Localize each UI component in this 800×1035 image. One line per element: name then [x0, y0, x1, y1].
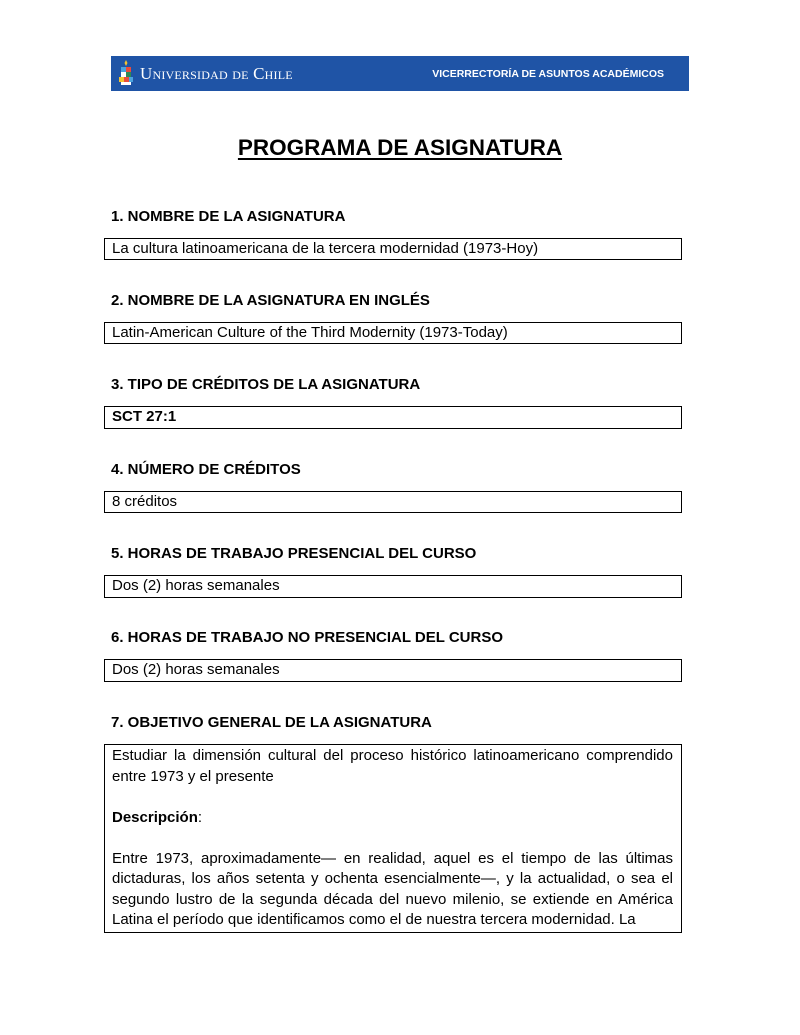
non-presential-hours-field: Dos (2) horas semanales	[104, 659, 682, 682]
objective-box	[104, 744, 682, 933]
credit-count-field: 8 créditos	[104, 491, 682, 513]
description-colon: :	[197, 808, 203, 826]
course-name-field: La cultura latinoamericana de la tercera modernidad (1973-Hoy)	[104, 238, 682, 260]
credit-type-field: SCT 27:1	[104, 406, 682, 429]
description-text: Entre 1973, aproximadamente— en realidad, aquel es el tiempo de las últimas dictaduras, los años setenta y ochenta esencialmente—, y la actualidad, o sea el segundo lustro de la segunda década del nuevo milenio, se extiende en América Latina el período que identificamos como el de nuestra tercera modernidad. La	[112, 849, 673, 928]
course-name-english-field: Latin-American Culture of the Third Modernity (1973-Today)	[104, 322, 682, 344]
section-heading-7: 7. OBJETIVO GENERAL DE LA ASIGNATURA	[111, 714, 432, 731]
section-heading-6: 6. HORAS DE TRABAJO NO PRESENCIAL DEL CURSO	[111, 629, 503, 646]
section-heading-2: 2. NOMBRE DE LA ASIGNATURA EN INGLÉS	[111, 292, 430, 309]
section-heading-4: 4. NÚMERO DE CRÉDITOS	[111, 461, 301, 478]
section-heading-1: 1. NOMBRE DE LA ASIGNATURA	[111, 208, 346, 225]
vicerrectoria-name: VICERRECTORÍA DE ASUNTOS ACADÉMICOS	[432, 68, 664, 80]
presential-hours-field: Dos (2) horas semanales	[104, 575, 682, 598]
university-logo-icon	[117, 60, 135, 87]
objective-text: Estudiar la dimensión cultural del proceso histórico latinoamericano comprendido entre 1973 y el presente	[112, 747, 673, 785]
page-title: PROGRAMA DE ASIGNATURA	[237, 135, 563, 160]
section-heading-3: 3. TIPO DE CRÉDITOS DE LA ASIGNATURA	[111, 376, 421, 393]
description-label: Descripción	[112, 808, 198, 826]
university-header-banner	[111, 56, 689, 91]
university-name: Universidad de Chile	[140, 64, 293, 83]
description-heading	[112, 808, 673, 829]
section-heading-5: 5. HORAS DE TRABAJO PRESENCIAL DEL CURSO	[111, 545, 477, 562]
